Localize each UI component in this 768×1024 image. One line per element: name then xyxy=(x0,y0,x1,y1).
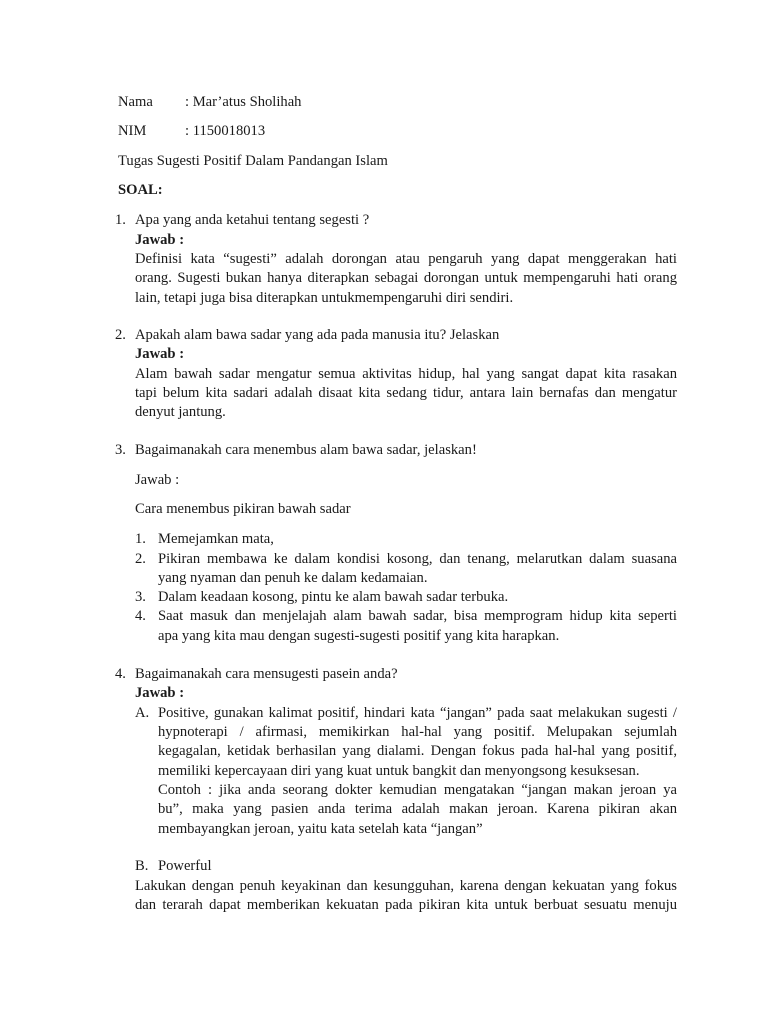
q4-a-line: Positive, gunakan kalimat positif, hindari kata “jangan” pada saat melakukan sugesti / xyxy=(158,705,677,721)
q4-a-label: A. xyxy=(135,705,150,721)
q4-a-line: Contoh : jika anda seorang dokter kemudian mengatakan “jangan makan jeroan ya xyxy=(158,782,677,798)
q3-item-line: Saat masuk dan menjelajah alam bawah sadar, bisa memprogram hidup kita seperti xyxy=(158,608,677,624)
nama-value: : Mar’atus Sholihah xyxy=(185,94,302,110)
q2-jawab: Jawab : xyxy=(135,346,185,362)
q3-item-line: apa yang kita mau dengan sugesti-sugesti positif yang kita harapkan. xyxy=(158,628,560,644)
q4-a-line: bu”, maka yang pasien anda terima adalah makan jeroan. Karena pikiran akan xyxy=(158,801,677,817)
q4-b-line: dan terarah dapat memberikan kekuatan pada pikiran kita untuk berbuat sesuatu menuju xyxy=(135,897,677,913)
q1-jawab: Jawab : xyxy=(135,232,185,248)
q2-question: Apakah alam bawa sadar yang ada pada manusia itu? Jelaskan xyxy=(135,327,500,343)
q3-item-line: Pikiran membawa ke dalam kondisi kosong, dan tenang, melarutkan dalam suasana xyxy=(158,551,677,567)
q3-intro: Cara menembus pikiran bawah sadar xyxy=(135,501,351,517)
q4-b-line: Lakukan dengan penuh keyakinan dan kesungguhan, karena dengan kekuatan yang fokus xyxy=(135,878,677,894)
nim-value: : 1150018013 xyxy=(185,123,266,139)
q4-b-label: B. xyxy=(135,858,149,874)
soal-heading: SOAL: xyxy=(118,182,163,198)
nama-label: Nama xyxy=(118,94,153,110)
q3-item-number: 2. xyxy=(135,551,146,567)
q4-a-line: kegagalan, ketidak berhasilan yang dialami. Dengan fokus pada hal-hal yang positif, xyxy=(158,743,677,759)
q2-number: 2. xyxy=(115,327,126,343)
q3-item-number: 4. xyxy=(135,608,146,624)
q4-jawab: Jawab : xyxy=(135,685,185,701)
q1-answer-line: lain, tetapi juga bisa diterapkan untukmempengaruhi diri sendiri. xyxy=(135,290,514,306)
q2-answer-line: denyut jantung. xyxy=(135,404,226,420)
q3-jawab: Jawab : xyxy=(135,472,180,488)
q4-b-title: Powerful xyxy=(158,858,212,874)
q3-item-line: Dalam keadaan kosong, pintu ke alam bawah sadar terbuka. xyxy=(158,589,509,605)
q4-a-line: hypnoterapi / afirmasi, memikirkan hal-hal yang positif. Melupakan sejumlah xyxy=(158,724,677,740)
q3-item-line: Memejamkan mata, xyxy=(158,531,274,547)
q4-number: 4. xyxy=(115,666,126,682)
nim-label: NIM xyxy=(118,123,147,139)
q1-answer-line: orang. Sugesti bukan hanya diterapkan sebagai dorongan untuk mempengaruhi hati orang xyxy=(135,270,677,286)
q1-answer-line: Definisi kata “sugesti” adalah dorongan atau pengaruh yang dapat menggerakan hati xyxy=(135,251,677,267)
q2-answer-line: Alam bawah sadar mengatur semua aktivitas hidup, hal yang sangat dapat kita rasakan xyxy=(135,366,677,382)
q4-a-line: memiliki kepercayaan diri yang kuat untuk bangkit dan menyongsong kesuksesan. xyxy=(158,763,640,779)
q1-question: Apa yang anda ketahui tentang segesti ? xyxy=(135,212,370,228)
assignment-title: Tugas Sugesti Positif Dalam Pandangan Islam xyxy=(118,153,388,169)
q3-item-number: 3. xyxy=(135,589,146,605)
q4-a-line: membayangkan jeroan, yaitu kata setelah kata “jangan” xyxy=(158,821,483,837)
q3-item-number: 1. xyxy=(135,531,146,547)
q3-item-line: yang nyaman dan penuh ke dalam kedamaian. xyxy=(158,570,428,586)
q3-question: Bagaimanakah cara menembus alam bawa sadar, jelaskan! xyxy=(135,442,477,458)
q2-answer-line: tapi belum kita sadari adalah disaat kita sedang tidur, antara lain bernafas dan mengatur xyxy=(135,385,677,401)
q4-question: Bagaimanakah cara mensugesti pasein anda? xyxy=(135,666,398,682)
q1-number: 1. xyxy=(115,212,126,228)
q3-number: 3. xyxy=(115,442,126,458)
